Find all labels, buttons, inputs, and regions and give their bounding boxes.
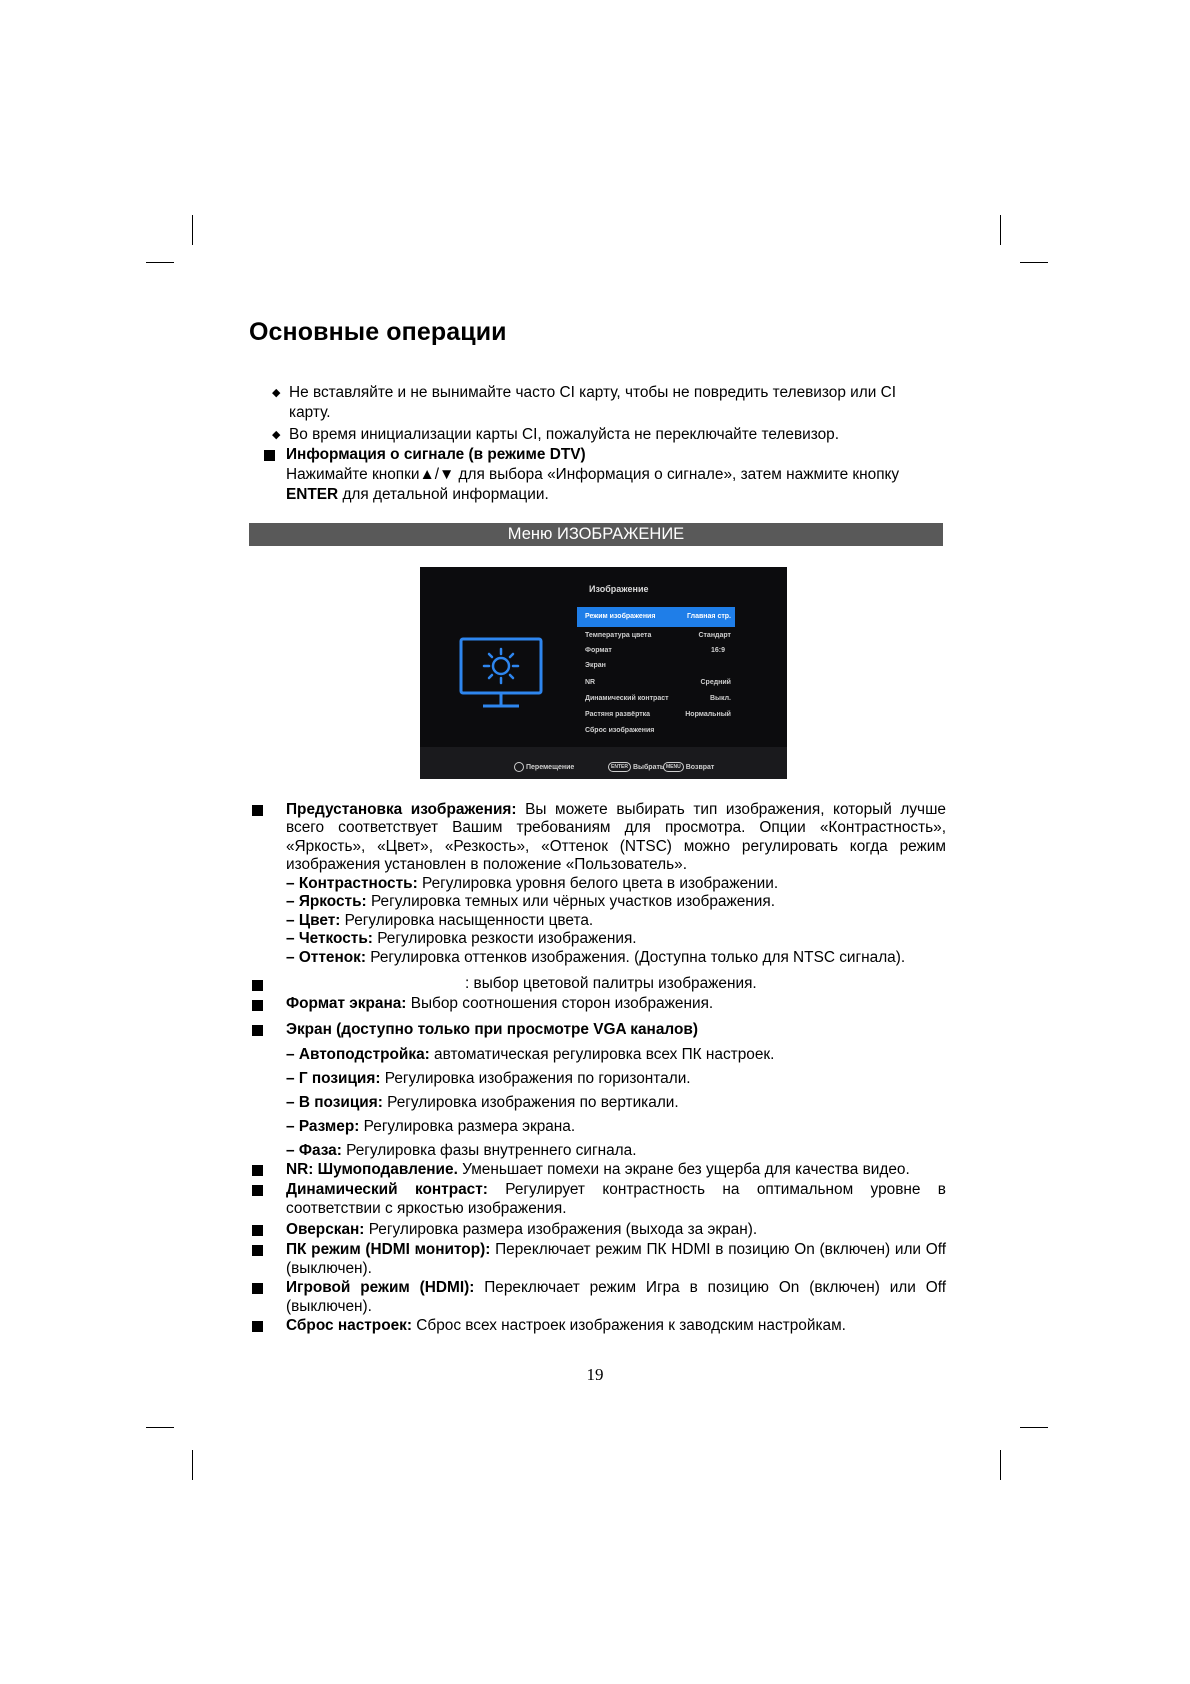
tv-menu-title: Изображение [589, 584, 649, 594]
square-bullet-icon [252, 1185, 263, 1196]
menu-key-icon: MENU [663, 762, 684, 772]
signal-info-section: Информация о сигнале (в режиме DTV) Нажимайте кнопки▲/▼ для выбора «Информация о сигнале», затем нажмите кнопку ENTER для детальной информации. [286, 446, 900, 503]
preset-section: Предустановка изображения: Вы можете выбирать тип изображения, который лучше всего соответствует Вашим требованиям для просмотра. Опции «Контрастность», «Яркость», «Цвет», «Резкость», «Оттенок (NTSC) можно регулировать когда режим изображения установлен в положение «Пользователь». [286, 801, 946, 874]
game-mode-line: Игровой режим (HDMI): Переключает режим Игра в позицию On (включен) или Off (выключен). [286, 1279, 946, 1315]
list-item: – Оттенок: Регулировка оттенков изображения. (Доступна только для NTSC сигнала). [286, 948, 906, 966]
move-hint: Перемещение [514, 762, 574, 772]
list-item: – Г позиция: Регулировка изображения по горизонтали. [286, 1070, 691, 1087]
enter-key-icon: ENTER [608, 762, 631, 772]
screen-sublist [286, 1043, 946, 1163]
square-bullet-icon [252, 1225, 263, 1236]
tv-menu-item[interactable]: Формат 16:9 [585, 647, 725, 654]
square-bullet-icon [252, 1000, 263, 1011]
crop-mark [1000, 1450, 1001, 1480]
square-bullet-icon [252, 805, 263, 816]
tv-menu-item[interactable]: Динамический контраст Выкл. [585, 695, 731, 702]
list-item: – Размер: Регулировка размера экрана. [286, 1118, 576, 1135]
select-hint: ENTER Выбрать [608, 762, 664, 772]
dynamic-contrast-line: Динамический контраст: Регулирует контрастность на оптимальном уровне в соответствии с яркостью изображения. [286, 1181, 946, 1217]
section-banner: Меню ИЗОБРАЖЕНИЕ [249, 523, 943, 546]
screen-heading: Экран (доступно только при просмотре VGA каналов) [286, 1021, 698, 1038]
square-bullet-icon [252, 1321, 263, 1332]
square-bullet-icon [252, 1245, 263, 1256]
diamond-bullet-icon: ◆ [272, 429, 281, 441]
tv-menu-item[interactable]: Растяня развёртка Нормальный [585, 711, 731, 718]
enter-key-label: ENTER [286, 486, 339, 503]
list-item: – Яркость: Регулировка темных или чёрных участков изображения. [286, 893, 776, 911]
crop-mark [192, 215, 193, 245]
color-temp-line: : выбор цветовой палитры изображения. [465, 975, 757, 992]
tv-menu-item[interactable]: Режим изображения Главная стр. [577, 607, 735, 627]
bullet-item: ◆ Не вставляйте и не вынимайте часто CI карту, чтобы не повредить телевизор или CI карту. [272, 384, 897, 421]
page-title: Основные операции [249, 318, 507, 346]
overscan-line: Оверскан: Регулировка размера изображения (выхода за экран). [286, 1221, 758, 1238]
list-item: – Фаза: Регулировка фазы внутреннего сигнала. [286, 1142, 637, 1159]
square-bullet-icon [252, 980, 263, 991]
square-bullet-icon [252, 1283, 263, 1294]
crop-mark [146, 1427, 174, 1428]
tv-menu-item[interactable]: Сброс изображения [585, 727, 655, 734]
crop-mark [146, 262, 174, 263]
tv-menu-screenshot [420, 567, 787, 779]
picture-monitor-icon [456, 635, 556, 715]
square-bullet-icon [264, 450, 275, 461]
preset-sublist [286, 875, 946, 967]
reset-line: Сброс настроек: Сброс всех настроек изображения к заводским настройкам. [286, 1317, 846, 1334]
tv-menu-footer [420, 747, 787, 779]
square-bullet-icon [252, 1025, 263, 1036]
tv-menu-item[interactable]: Экран [585, 662, 606, 669]
list-item: – Четкость: Регулировка резкости изображения. [286, 930, 637, 948]
tv-menu-item[interactable]: Температура цвета Стандарт [585, 632, 731, 639]
list-item: – Автоподстройка: автоматическая регулировка всех ПК настроек. [286, 1046, 775, 1063]
nr-line: NR: Шумоподавление. Уменьшает помехи на экране без ущерба для качества видео. [286, 1161, 910, 1178]
list-item: – Цвет: Регулировка насыщенности цвета. [286, 911, 594, 929]
back-hint: MENU Возврат [663, 762, 714, 772]
bullet-item: ◆ Во время инициализации карты CI, пожалуйста не переключайте телевизор. [272, 426, 840, 443]
crop-mark [1020, 262, 1048, 263]
list-item: – В позиция: Регулировка изображения по вертикали. [286, 1094, 679, 1111]
crop-mark [192, 1450, 193, 1480]
pc-mode-line: ПК режим (HDMI монитор): Переключает режим ПК HDMI в позицию On (включен) или Off (выключен). [286, 1241, 947, 1277]
aspect-line: Формат экрана: Выбор соотношения сторон изображения. [286, 995, 714, 1012]
crop-mark [1020, 1427, 1048, 1428]
crop-mark [1000, 215, 1001, 245]
signal-info-heading: Информация о сигнале (в режиме DTV) [286, 446, 586, 463]
diamond-bullet-icon: ◆ [272, 387, 281, 399]
page-number: 19 [586, 1365, 604, 1384]
square-bullet-icon [252, 1165, 263, 1176]
list-item: – Контрастность: Регулировка уровня белого цвета в изображении. [286, 875, 779, 892]
tv-menu-item[interactable]: NR Средний [585, 679, 731, 686]
navigation-pad-icon [514, 762, 524, 772]
